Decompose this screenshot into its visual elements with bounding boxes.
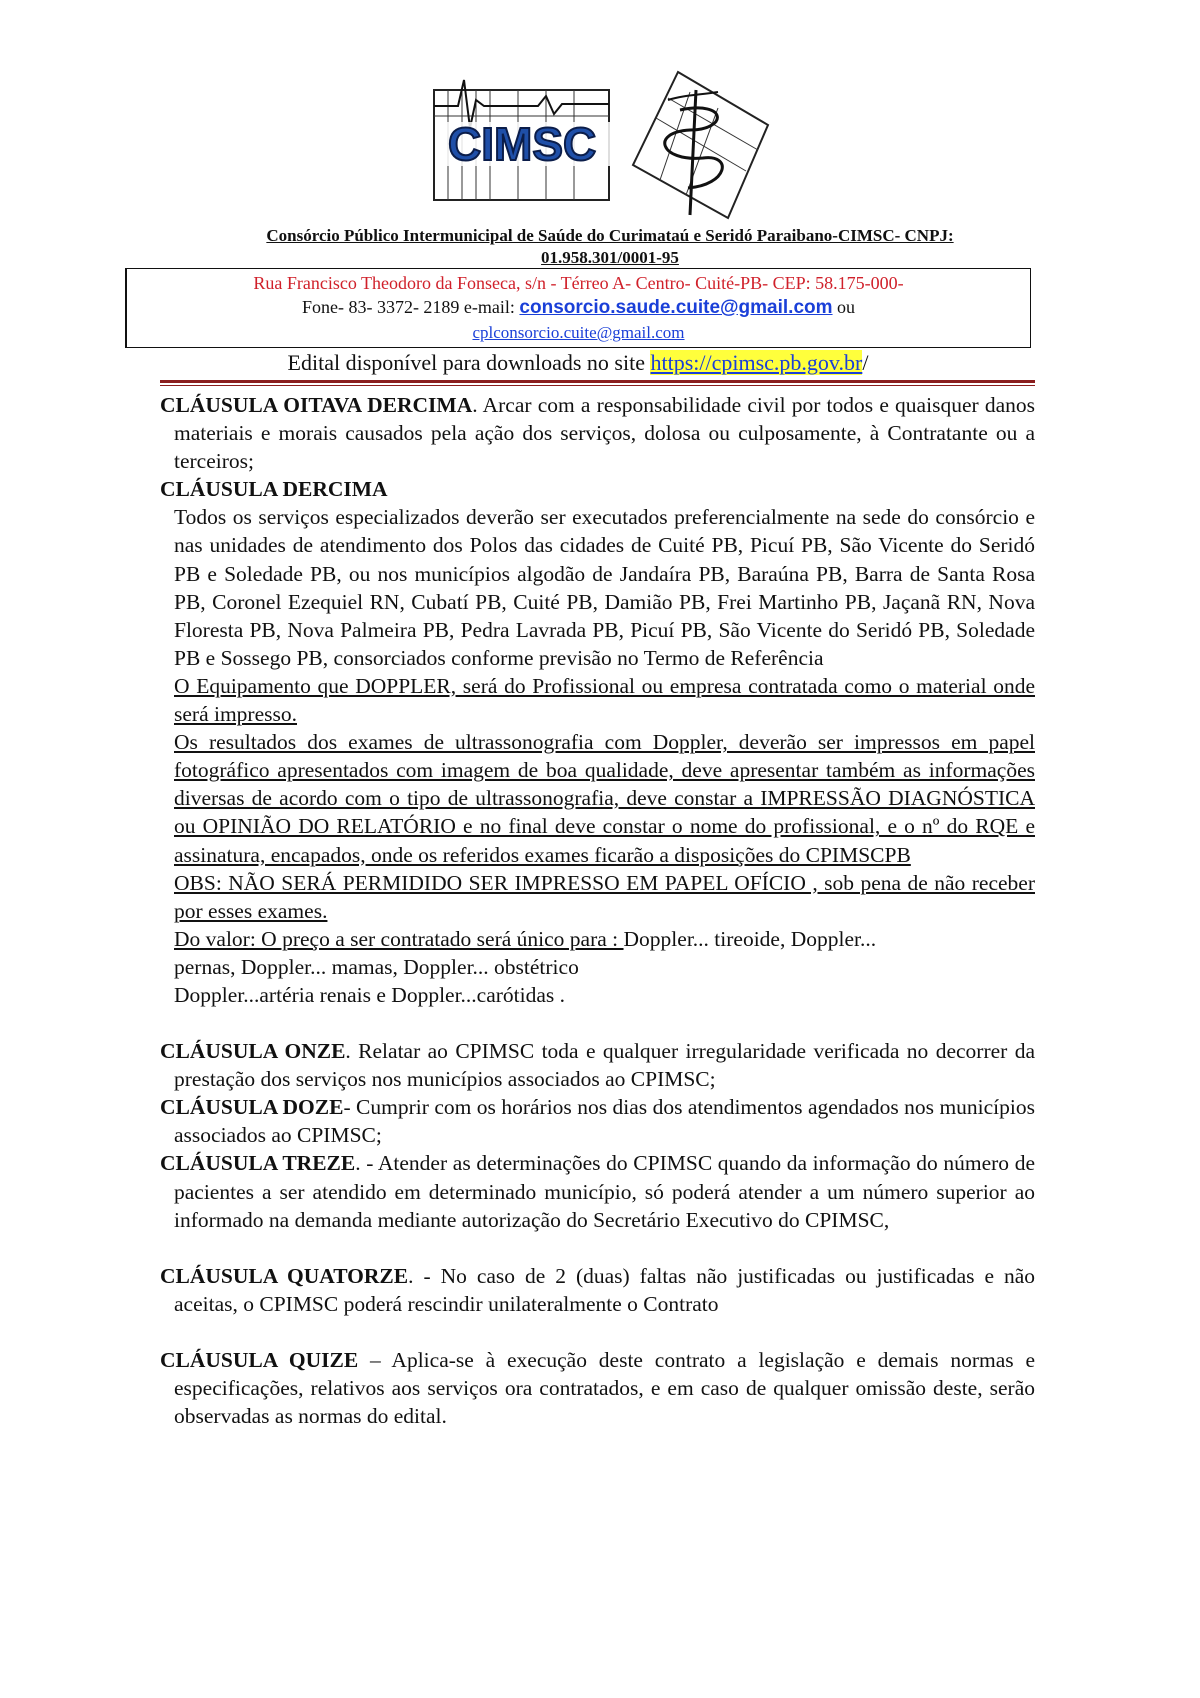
phone: Fone- 83- 3372- 2189 e-mail: — [301, 297, 520, 317]
clause-10-heading: CLÁUSULA DERCIMA — [160, 477, 388, 502]
clause-14 — [160, 1262, 1035, 1318]
email-link-secondary[interactable]: cplconsorcio.cuite@gmail.com — [472, 323, 685, 342]
site-link[interactable]: https://cpimsc.pb.gov.br — [650, 350, 863, 375]
site-suffix: / — [862, 350, 869, 375]
clause-11-text: . Relatar ao CPIMSC toda e qualquer irregularidade verificada no decorrer da prestação dos serviços nos municípios associados ao CPIMSC; — [174, 1039, 1035, 1092]
clause-14-title: CLÁUSULA QUATORZE — [160, 1263, 409, 1288]
clause-15 — [160, 1346, 1035, 1430]
header-divider — [160, 380, 1035, 386]
org-name-line1: Consórcio Público Intermunicipal de Saúde do Curimataú e Seridó Paraibano-CIMSC- CNPJ: — [266, 226, 954, 245]
clause-11 — [160, 1037, 1035, 1093]
clause-18-title: CLÁUSULA OITAVA DERCIMA — [160, 393, 473, 417]
logo-text: CIMSC — [448, 118, 597, 170]
price-items-2: pernas, Doppler... mamas, Doppler... obstétrico — [174, 954, 579, 979]
clause-12-title: CLÁUSULA DOZE — [160, 1095, 344, 1120]
results-paragraph: Os resultados dos exames de ultrassonografia com Doppler, deverão ser impressos em papel fotográfico apresentados com imagem de boa qualidade, deve apresentar também as informações diversas de acordo com o tipo de ultrassonografia, deve constar a IMPRESSÃO DIAGNÓSTICA ou OPINIÃO DO RELATÓRIO e no final deve constar o nome do profissional, e o nº do RQE e assinatura, encapados, onde os referidos exames ficarão a disposições do CPIMSCPB — [174, 730, 1035, 867]
contact-box — [125, 268, 1031, 348]
clause-15-text: – Aplica-se à execução deste contrato a legislação e demais normas e especificações, relativos aos serviços ora contratados, e em caso de qualquer omissão deste, serão observadas as normas do edital. — [174, 1347, 1035, 1429]
edital-line — [125, 348, 1031, 378]
price-label: Do valor: O preço a ser contratado será único para : — [174, 926, 624, 951]
clause-13-text: . - Atender as determinações do CPIMSC quando da informação do número de pacientes a ser atendido em determinado município, só poderá atender a um número superior ao informado na demanda mediante autorização do Secretário Executivo do CPIMSC, — [174, 1151, 1035, 1232]
clause-11-title: CLÁUSULA ONZE — [160, 1039, 346, 1064]
clause-12 — [160, 1093, 1035, 1149]
price-items-3: Doppler...artéria renais e Doppler...carótidas . — [174, 982, 566, 1007]
price-paragraph — [160, 925, 1035, 953]
clause-14-text: . - No caso de 2 (duas) faltas não justificadas ou justificadas e não aceitas, o CPIMSC poderá rescindir unilateralmente o Contrato — [174, 1263, 1035, 1316]
clause-18-text: . Arcar com a responsabilidade civil por todos e quaisquer danos materiais e morais causados pela ação dos serviços, dolosa ou culposamente, à Contratante ou a terceiros; — [174, 393, 1035, 474]
clause-12-text: - Cumprir com os horários nos dias dos atendimentos agendados nos municípios associados ao CPIMSC; — [174, 1095, 1035, 1148]
cimsc-logo — [428, 70, 788, 220]
price-items-1: Doppler... tireoide, Doppler... — [623, 926, 877, 951]
clause-18 — [160, 391, 1035, 475]
clause-15-title: CLÁUSULA QUIZE — [160, 1347, 359, 1372]
clause-10-text: Todos os serviços especializados deverão ser executados preferencialmente na sede do consórcio e nas unidades de atendimento dos Polos das cidades de Cuité PB, Picuí PB, São Vicente do Seridó PB e Soledade PB, ou nos municípios algodão de Jandaíra PB, Baraúna PB, Barra de Santa Rosa PB, Coronel Ezequiel RN, Cubatí PB, Cuité PB, Damião PB, Frei Martinho PB, Jaçanã RN, Nova Floresta PB, Nova Palmeira PB, Pedra Lavrada PB, Picuí PB, São Vicente do Seridó PB, Soledade PB e Sossego PB, consorciados conforme previsão no Termo de Referência — [174, 505, 1035, 670]
obs-paragraph: OBS: NÃO SERÁ PERMIDIDO SER IMPRESSO EM PAPEL OFÍCIO , sob pena de não receber por esses exames. — [174, 870, 1035, 923]
email-or: ou — [832, 297, 856, 317]
equipment-paragraph: O Equipamento que DOPPLER, será do Profissional ou empresa contratada como o material onde será impresso. — [174, 673, 1035, 727]
document-body — [160, 391, 1035, 1430]
clause-13 — [160, 1149, 1035, 1233]
org-cnpj: 01.958.301/0001-95 — [541, 248, 679, 267]
clause-13-title: CLÁUSULA TREZE — [160, 1151, 356, 1176]
address: Rua Francisco Theodoro da Fonseca, s/n - Térreo A- Centro- Cuité-PB- CEP: 58.175-000- — [253, 273, 904, 293]
email-link-primary[interactable]: consorcio.saude.cuite@gmail.com — [519, 297, 833, 318]
phone-email-line — [127, 295, 1030, 320]
clause-10-title — [160, 475, 1035, 503]
edital-prefix: Edital disponível para downloads no site — [287, 350, 651, 375]
